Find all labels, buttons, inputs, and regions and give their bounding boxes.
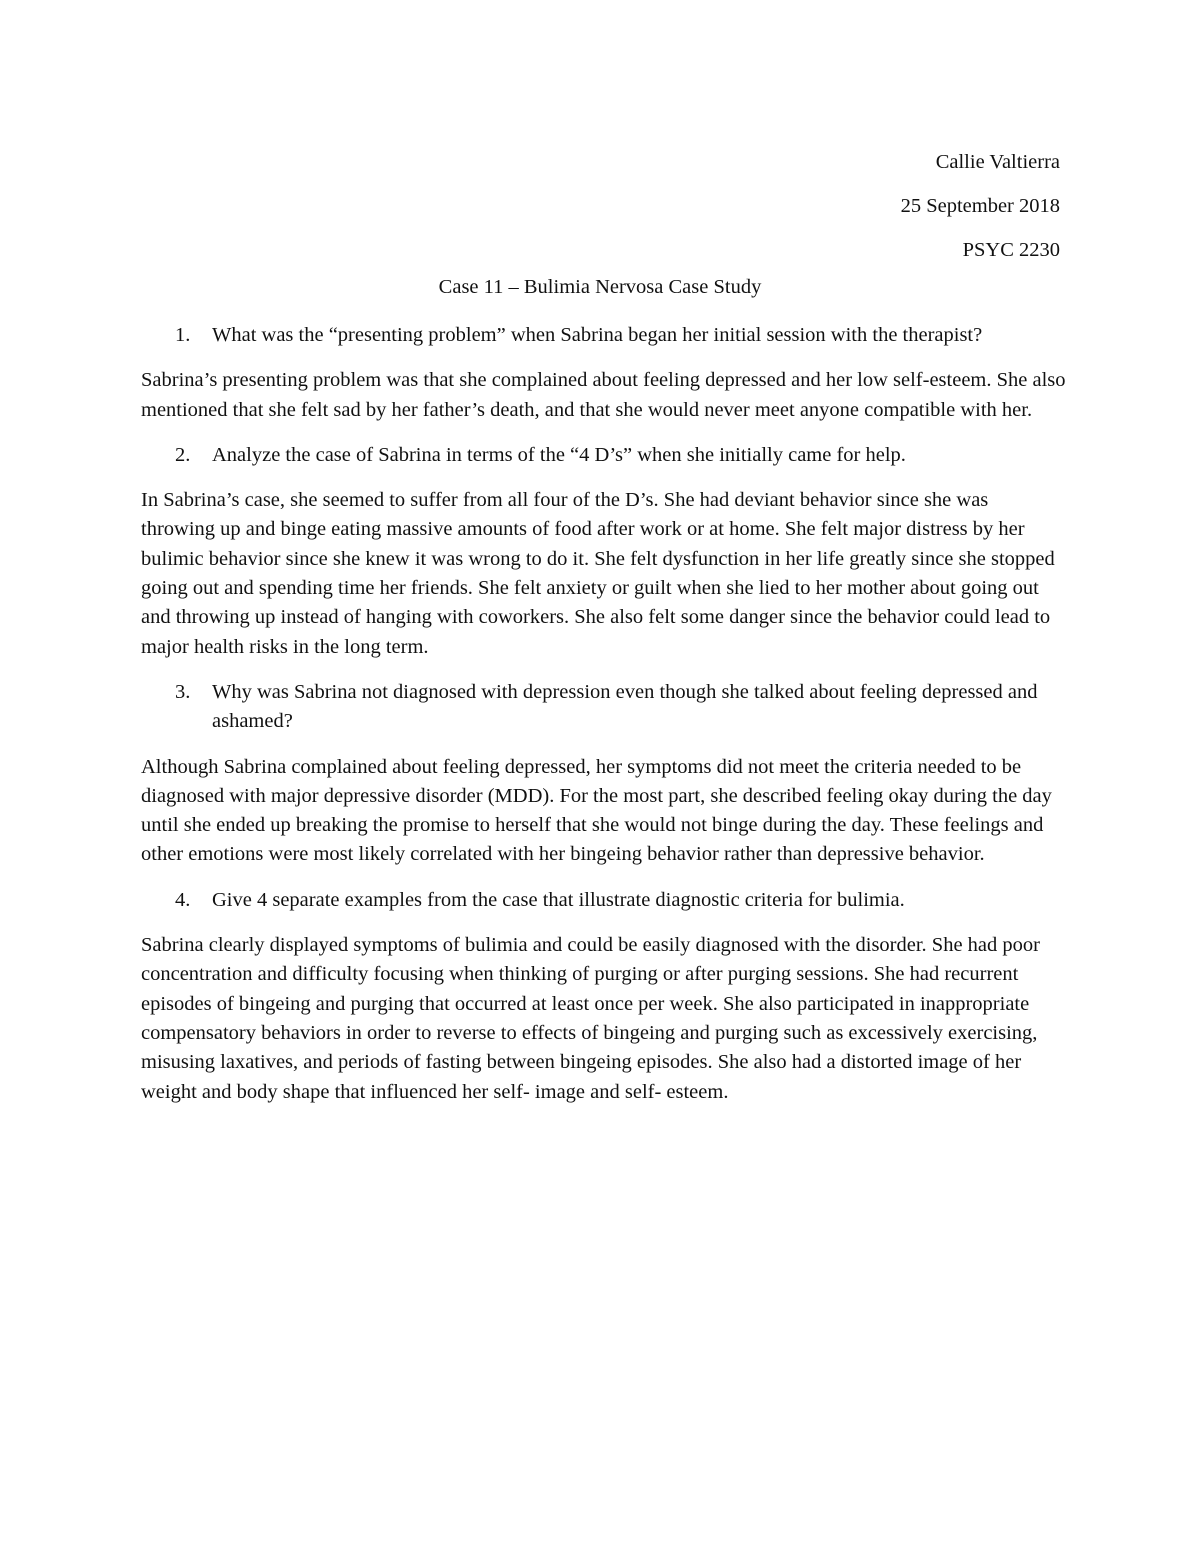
- question-text: Analyze the case of Sabrina in terms of the “4 D’s” when she initially came for help.: [212, 443, 906, 466]
- question-number: 1.: [175, 324, 191, 346]
- document-date: 25 September 2018: [900, 195, 1060, 217]
- question-4: [141, 886, 1066, 915]
- question-1: [141, 321, 1066, 350]
- question-text: Give 4 separate examples from the case that illustrate diagnostic criteria for bulimia.: [212, 888, 905, 911]
- question-number: 3.: [175, 680, 191, 703]
- answer-1: Sabrina’s presenting problem was that she complained about feeling depressed and her low self-esteem. She also mentioned that she felt sad by her father’s death, and that she would never meet anyone compatible with her.: [141, 369, 1066, 421]
- question-number: 2.: [175, 443, 191, 466]
- question-2: [141, 441, 1066, 470]
- question-3: [141, 678, 1066, 737]
- course-code: PSYC 2230: [962, 239, 1060, 261]
- question-text: What was the “presenting problem” when Sabrina began her initial session with the therapist?: [212, 324, 983, 346]
- answer-2: In Sabrina’s case, she seemed to suffer from all four of the D’s. She had deviant behavior since she was throwing up and binge eating massive amounts of food after work or at home. She felt major distress by her bulimic behavior since she knew it was wrong to do it. She felt dysfunction in her life greatly since she stopped going out and spending time her friends. She felt anxiety or guilt when she lied to her mother about going out and throwing up instead of hanging with coworkers. She also felt some danger since the behavior could lead to major health risks in the long term.: [141, 489, 1055, 658]
- question-number: 4.: [175, 888, 191, 911]
- answer-4: Sabrina clearly displayed symptoms of bulimia and could be easily diagnosed with the disorder. She had poor concentration and difficulty focusing when thinking of purging or after purging sessions. She had recurrent episodes of bingeing and purging that occurred at least once per week. She also participated in inappropriate compensatory behaviors in order to reverse to effects of bingeing and purging such as excessively exercising, misusing laxatives, and periods of fasting between bingeing episodes. She also had a distorted image of her weight and body shape that influenced her self- image and self- esteem.: [141, 934, 1040, 1103]
- document-body: [141, 321, 1066, 1123]
- answer-3: Although Sabrina complained about feeling depressed, her symptoms did not meet the criteria needed to be diagnosed with major depressive disorder (MDD). For the most part, she described feeling okay during the day until she ended up breaking the promise to herself that she would not binge during the day. These feelings and other emotions were most likely correlated with her bingeing behavior rather than depressive behavior.: [141, 755, 1052, 866]
- author-name: Callie Valtierra: [935, 151, 1060, 173]
- document-header: [901, 140, 1060, 272]
- question-text: Why was Sabrina not diagnosed with depression even though she talked about feeling depressed and ashamed?: [212, 680, 1038, 733]
- document-title: Case 11 – Bulimia Nervosa Case Study: [438, 276, 762, 298]
